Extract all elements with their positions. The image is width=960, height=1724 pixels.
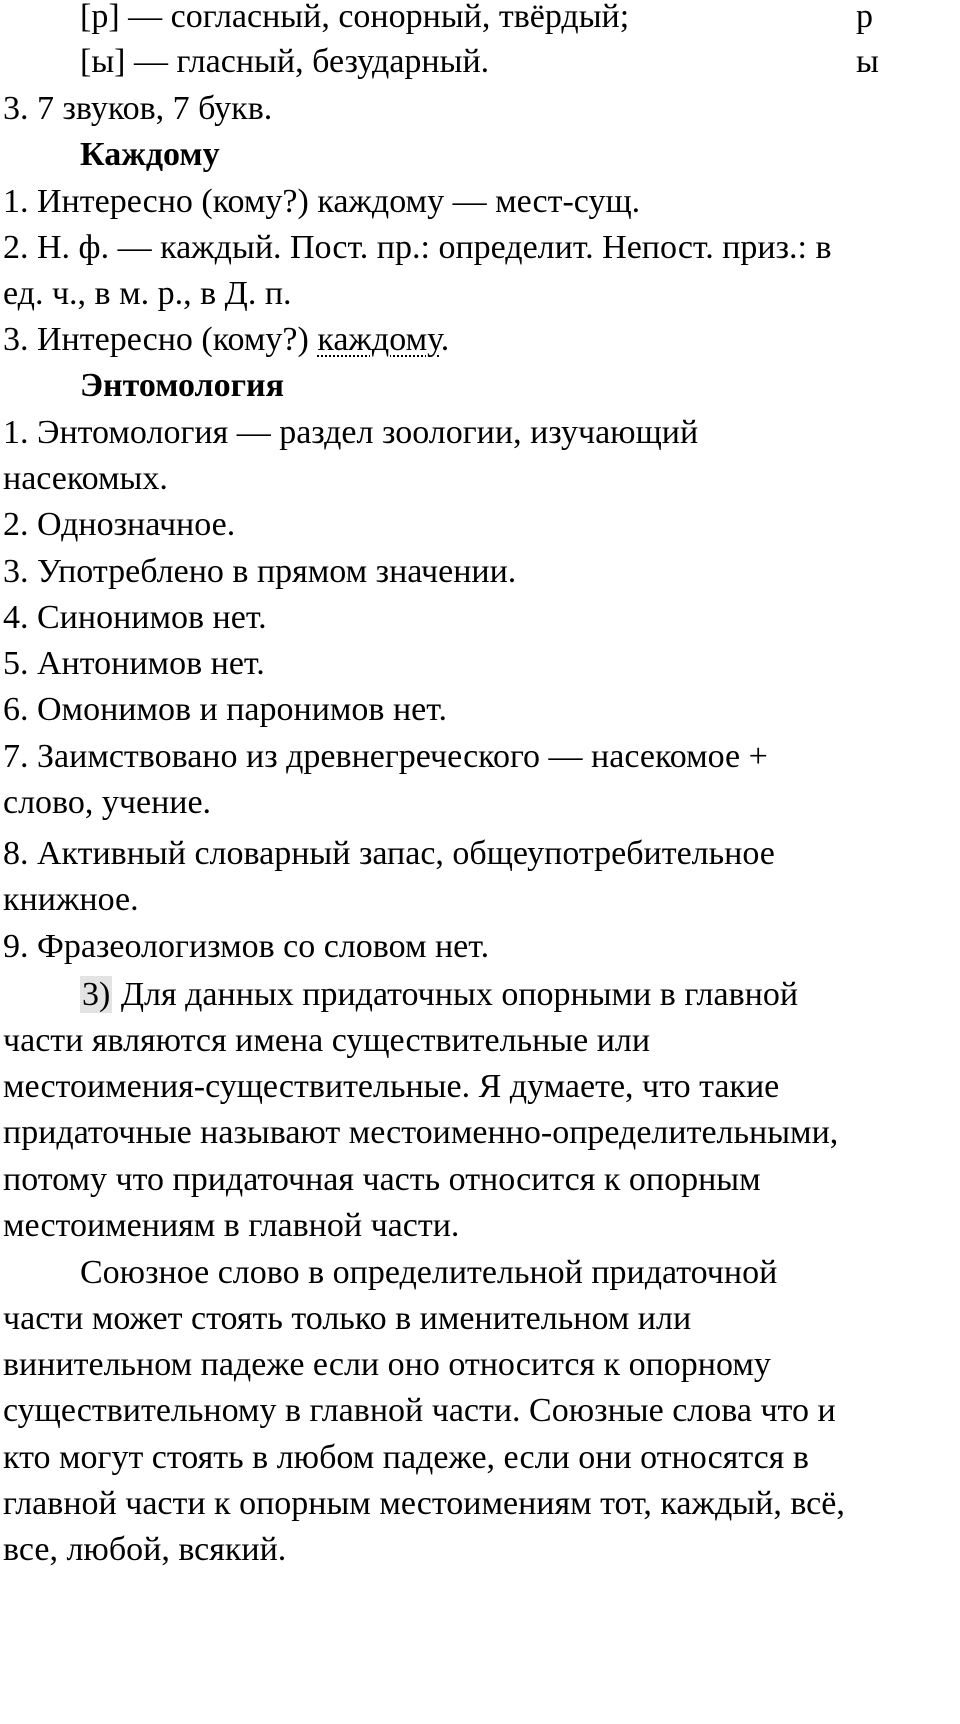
paragraph-4-line-5: кто могут стоять в любом падеже, если они относятся в [3,1439,809,1476]
paragraph-3-line-4: придаточные называют местоименно-определительными, [3,1114,839,1151]
kazhdomu-item-2-line-1: 2. Н. ф. — каждый. Пост. пр.: определит. Непост. приз.: в [3,229,832,266]
paragraph-3-line-1-text: Для данных придаточных опорными в главной [112,976,799,1013]
paragraph-4-line-6: главной части к опорным местоимениям тот, каждый, всё, [3,1485,845,1522]
entomology-item-8-line-1: 8. Активный словарный запас, общеупотребительное [3,835,775,872]
paragraph-4-line-7: все, любой, всякий. [3,1531,287,1568]
entomology-item-2: 2. Однозначное. [3,506,236,543]
entomology-item-8-line-2: книжное. [3,881,139,918]
kazhdomu-item-2-line-2: ед. ч., в м. р., в Д. п. [3,275,292,312]
paragraph-3-line-5: потому что придаточная часть относится к опорным [3,1161,761,1198]
entomology-item-6: 6. Омонимов и паронимов нет. [3,691,448,728]
letter-y: ы [856,43,879,80]
entomology-item-1-line-1: 1. Энтомология — раздел зоологии, изучающий [3,414,699,451]
paragraph-3-line-1 [80,975,798,1015]
kazhdomu-item-3 [3,320,449,360]
sounds-count-line: 3. 7 звуков, 7 букв. [3,90,273,127]
paragraph-3-line-3: местоимения-существительные. Я думаете, что такие [3,1068,780,1105]
paragraph-4-line-4: существительному в главной части. Союзные слова что и [3,1392,836,1429]
letter-r: р [856,0,873,35]
entomology-item-4: 4. Синонимов нет. [3,599,267,636]
kazhdomu-item-3-prefix: 3. Интересно (кому?) [3,321,318,358]
entomology-item-7-line-1: 7. Заимствовано из древнегреческого — насекомое + [3,738,768,775]
paragraph-4-line-1: Союзное слово в определительной придаточной [80,1254,778,1291]
paragraph-3-line-6: местоимениям в главной части. [3,1207,460,1244]
entomology-item-9: 9. Фразеологизмов со словом нет. [3,928,490,965]
kazhdomu-heading: Каждому [80,136,220,173]
entomology-heading: Энтомология [80,367,285,404]
paragraph-4-line-2: части может стоять только в именительном или [3,1300,692,1337]
sound-y-line: [ы] — гласный, безударный. [80,43,490,80]
entomology-item-5: 5. Антонимов нет. [3,645,265,682]
paragraph-3-marker: 3) [82,976,111,1013]
entomology-item-7-line-2: слово, учение. [3,784,212,821]
kazhdomu-item-3-suffix: . [440,321,450,358]
entomology-item-1-line-2: насекомых. [3,460,168,497]
paragraph-4-line-3: винительном падеже если оно относится к опорному [3,1346,771,1383]
sound-r-line: [р] — согласный, сонорный, твёрдый; [80,0,630,35]
kazhdomu-item-1: 1. Интересно (кому?) каждому — мест-сущ. [3,183,641,220]
kazhdomu-underlined-word: каждому [317,321,441,358]
entomology-item-3: 3. Употреблено в прямом значении. [3,553,517,590]
paragraph-3-line-2: части являются имена существительные или [3,1022,651,1059]
